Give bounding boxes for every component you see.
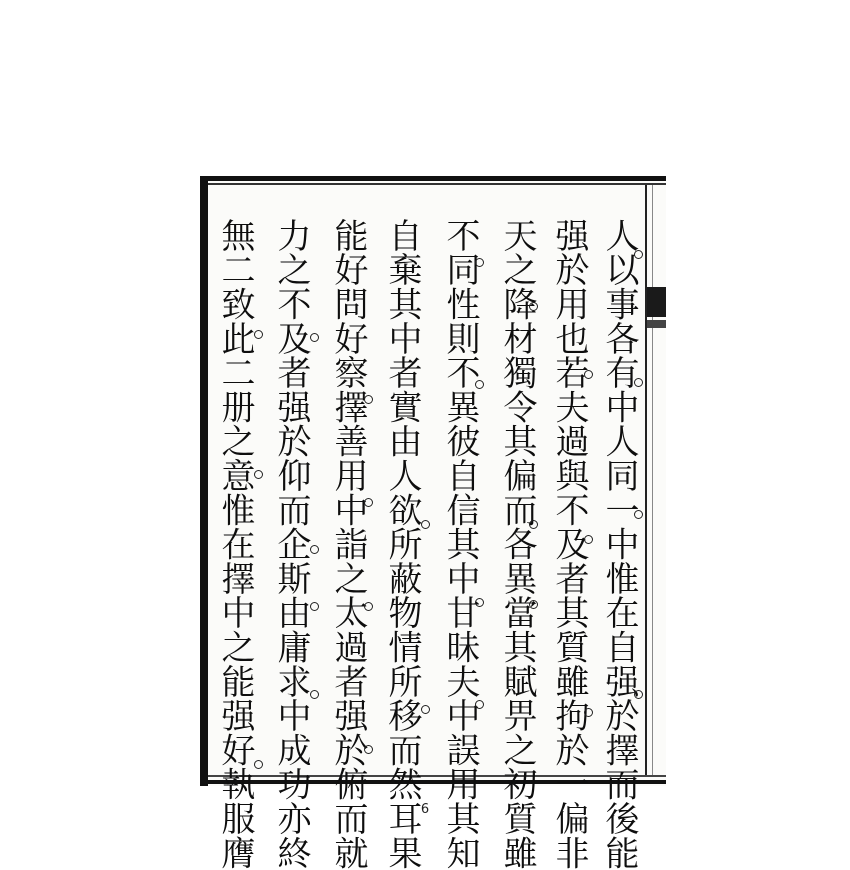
page-number: 6 — [420, 802, 430, 817]
punctuation-circle — [310, 690, 319, 699]
punctuation-circle — [475, 700, 484, 709]
punctuation-circle — [475, 598, 484, 607]
punctuation-circle — [310, 602, 319, 611]
punctuation-circle — [634, 378, 643, 387]
punctuation-circle — [254, 760, 263, 769]
punctuation-circle — [254, 470, 263, 479]
punctuation-circle — [584, 370, 593, 379]
column-text: 力之不及者强於仰而企斯由庸求中成功亦終 — [271, 218, 311, 870]
punctuation-circle — [254, 330, 263, 339]
punctuation-circle — [364, 498, 373, 507]
column-text: 自棄其中者實由人欲所蔽物情所移而然耳果 — [382, 218, 422, 870]
column-text: 無二致此二册之意惟在擇中之能强好執服膺 — [215, 218, 255, 870]
punctuation-circle — [584, 535, 593, 544]
column-text: 天之降材獨令其偏而各異當其賦畀之初質雖 — [497, 218, 537, 870]
punctuation-circle — [634, 250, 643, 259]
punctuation-circle — [421, 520, 430, 529]
punctuation-circle — [634, 690, 643, 699]
punctuation-circle — [475, 258, 484, 267]
column-text: 能好問好察擇善用中詣之太過者强於俯而就 — [328, 218, 368, 870]
punctuation-circle — [364, 745, 373, 754]
punctuation-circle — [310, 333, 319, 342]
punctuation-circle — [364, 395, 373, 404]
punctuation-circle — [310, 545, 319, 554]
punctuation-circle — [529, 600, 538, 609]
punctuation-circle — [529, 520, 538, 529]
punctuation-circle — [421, 705, 430, 714]
punctuation-circle — [364, 602, 373, 611]
column-text: 人以事各有中人同一中惟在自强於擇而後能 — [599, 218, 639, 870]
punctuation-circle — [634, 510, 643, 519]
punctuation-circle — [475, 380, 484, 389]
punctuation-circle — [529, 302, 538, 311]
punctuation-circle — [584, 708, 593, 717]
column-text: 不同性則不異彼自信其中甘昧夫中誤用其知 — [440, 218, 480, 870]
column-text: 强於用也若夫過與不及者其質雖拘於一偏非 — [549, 218, 589, 870]
